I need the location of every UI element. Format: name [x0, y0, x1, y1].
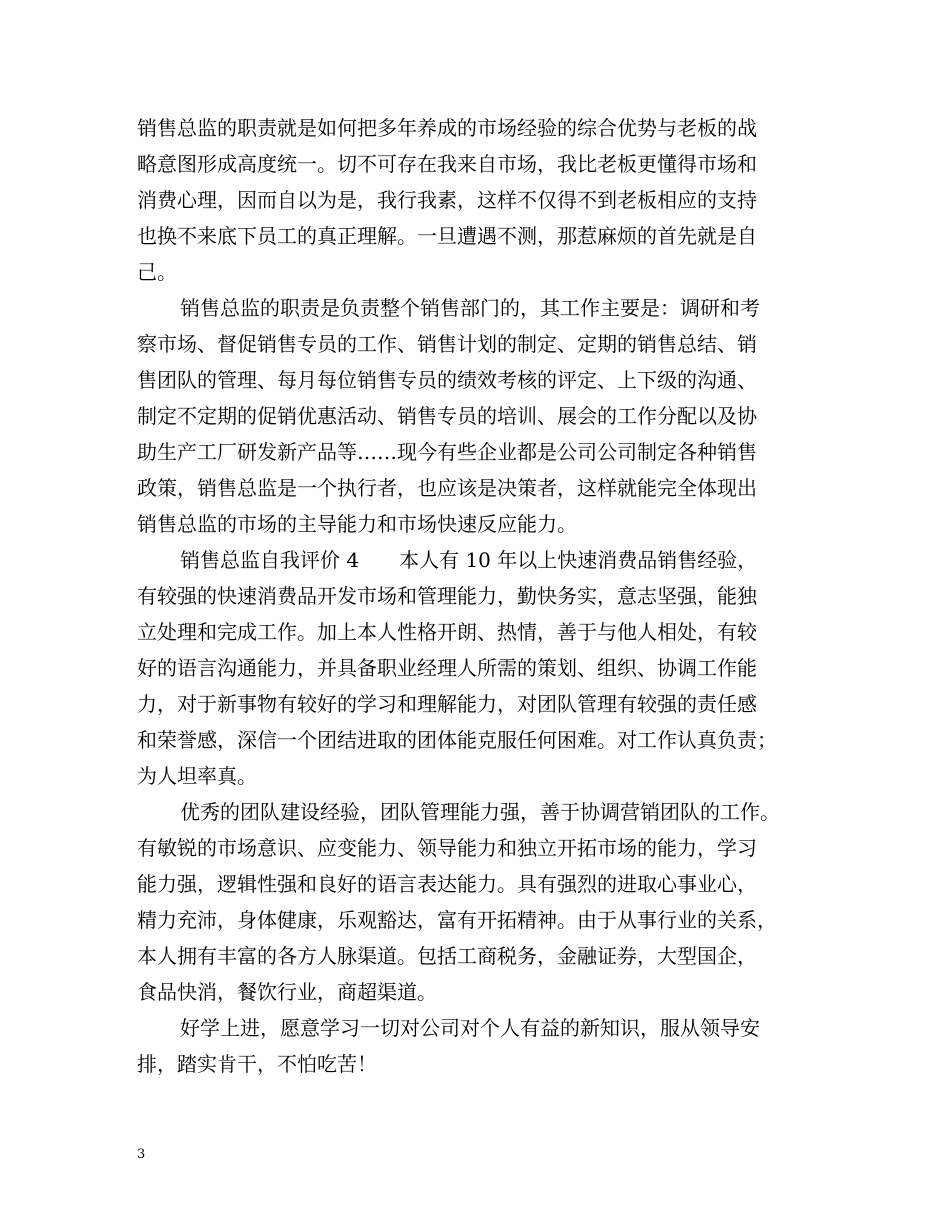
text-line: 食品快消，餐饮行业，商超渠道。 [137, 980, 437, 1004]
text-line: 也换不来底下员工的真正理解。一旦遭遇不测，那惹麻烦的首先就是自 [137, 224, 757, 248]
text-line: 察市场、督促销售专员的工作、销售计划的制定、定期的销售总结、销 [137, 332, 757, 356]
text-line: 销售总监的市场的主导能力和市场快速反应能力。 [137, 512, 577, 536]
text-line: 售团队的管理、每月每位销售专员的绩效考核的评定、上下级的沟通、 [137, 368, 757, 392]
text-line: 优秀的团队建设经验，团队管理能力强，善于协调营销团队的工作。 [180, 800, 780, 824]
text-line: 为人坦率真。 [137, 764, 257, 788]
text-line: 助生产工厂研发新产品等……现今有些企业都是公司公司制定各种销售 [137, 440, 757, 464]
text-line: 能力强，逻辑性强和良好的语言表达能力。具有强烈的进取心事业心， [137, 872, 757, 896]
text-line: 制定不定期的促销优惠活动、销售专员的培训、展会的工作分配以及协 [137, 404, 757, 428]
text-line: 有较强的快速消费品开发市场和管理能力，勤快务实，意志坚强，能独 [137, 584, 757, 608]
text-line: 销售总监的职责是负责整个销售部门的，其工作主要是：调研和考 [180, 296, 760, 320]
text-line: 排，踏实肯干，不怕吃苦！ [137, 1052, 377, 1076]
text-line: 有敏锐的市场意识、应变能力、领导能力和独立开拓市场的能力，学习 [137, 836, 757, 860]
text-line: 销售总监自我评价 4 本人有 10 年以上快速消费品销售经验， [180, 548, 758, 572]
text-line: 精力充沛，身体健康，乐观豁达，富有开拓精神。由于从事行业的关系， [137, 908, 777, 932]
text-line: 销售总监的职责就是如何把多年养成的市场经验的综合优势与老板的战 [137, 116, 757, 140]
text-line: 好的语言沟通能力，并具备职业经理人所需的策划、组织、协调工作能 [137, 656, 757, 680]
text-line: 和荣誉感，深信一个团结进取的团体能克服任何困难。对工作认真负责； [137, 728, 777, 752]
text-line: 略意图形成高度统一。切不可存在我来自市场，我比老板更懂得市场和 [137, 152, 757, 176]
text-line: 好学上进，愿意学习一切对公司对个人有益的新知识，服从领导安 [180, 1016, 760, 1040]
text-line: 政策，销售总监是一个执行者，也应该是决策者，这样就能完全体现出 [137, 476, 757, 500]
text-line: 己。 [137, 260, 177, 284]
page-number: 3 [137, 1147, 146, 1162]
text-line: 本人拥有丰富的各方人脉渠道。包括工商税务，金融证券，大型国企， [137, 944, 757, 968]
text-line: 力，对于新事物有较好的学习和理解能力，对团队管理有较强的责任感 [137, 692, 757, 716]
text-line: 立处理和完成工作。加上本人性格开朗、热情，善于与他人相处，有较 [137, 620, 757, 644]
text-line: 消费心理，因而自以为是，我行我素，这样不仅得不到老板相应的支持 [137, 188, 757, 212]
